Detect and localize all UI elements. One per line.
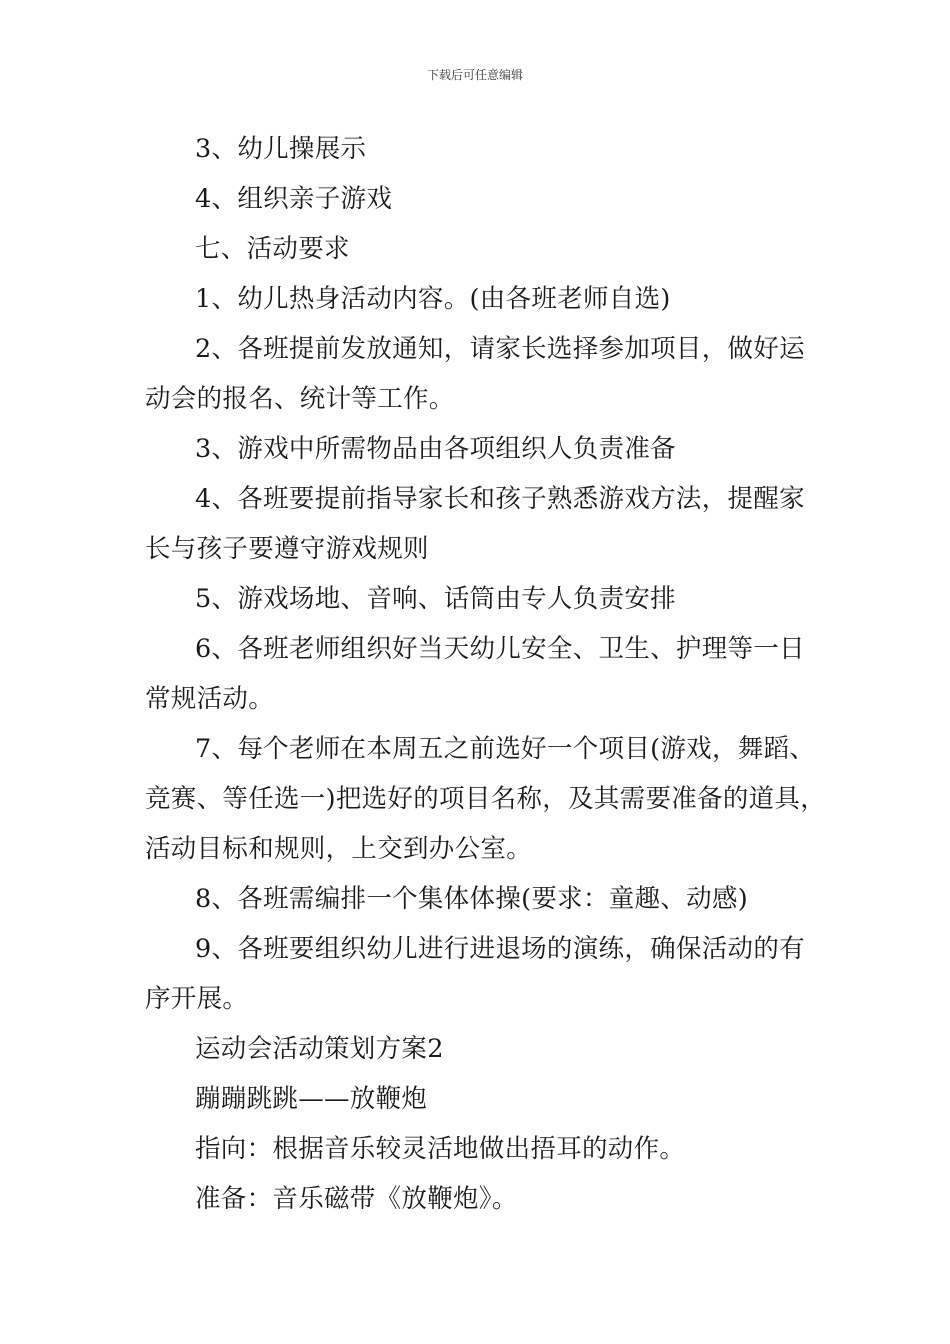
text-line: 七、活动要求: [195, 234, 350, 264]
text-line: 7、每个老师在本周五之前选好一个项目(游戏，舞蹈、: [195, 734, 816, 764]
text-line: 指向：根据音乐较灵活地做出捂耳的动作。: [195, 1134, 686, 1164]
text-line: 8、各班需编排一个集体体操(要求：童趣、动感): [195, 884, 749, 914]
text-line: 活动目标和规则，上交到办公室。: [145, 834, 533, 864]
text-line: 动会的报名、统计等工作。: [145, 384, 455, 414]
text-line: 3、游戏中所需物品由各项组织人负责准备: [195, 434, 676, 464]
text-line: 蹦蹦跳跳——放鞭炮: [195, 1084, 428, 1114]
document-body: [145, 124, 835, 1224]
text-line: 4、各班要提前指导家长和孩子熟悉游戏方法，提醒家: [195, 484, 805, 514]
text-line: 1、幼儿热身活动内容。(由各班老师自选): [195, 284, 671, 314]
text-line: 长与孩子要遵守游戏规则: [145, 534, 429, 564]
text-line: 2、各班提前发放通知，请家长选择参加项目，做好运: [195, 334, 805, 364]
text-line: 6、各班老师组织好当天幼儿安全、卫生、护理等一日: [195, 634, 805, 664]
text-line: 5、游戏场地、音响、话筒由专人负责安排: [195, 584, 676, 614]
text-line: 序开展。: [145, 984, 249, 1014]
text-line: 9、各班要组织幼儿进行进退场的演练，确保活动的有: [195, 934, 805, 964]
page-header: 下载后可任意编辑: [426, 68, 523, 82]
text-line: 竞赛、等任选一)把选好的项目名称，及其需要准备的道具，: [145, 784, 827, 814]
text-line: 运动会活动策划方案2: [195, 1034, 444, 1064]
text-line: 3、幼儿操展示: [195, 134, 367, 164]
text-line: 准备：音乐磁带《放鞭炮》。: [195, 1184, 518, 1214]
text-line: 4、组织亲子游戏: [195, 184, 393, 214]
text-line: 常规活动。: [145, 684, 275, 714]
